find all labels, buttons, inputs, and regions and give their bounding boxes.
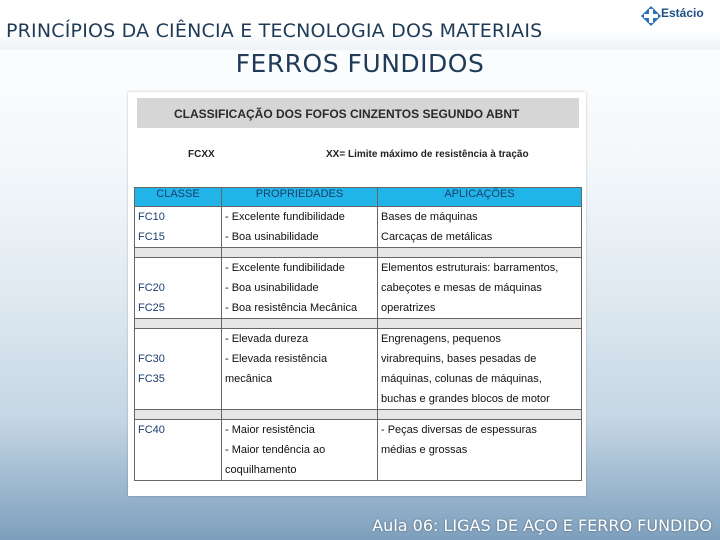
applications-cell: [378, 420, 582, 481]
cell-line: - Elevada resistência: [225, 353, 328, 365]
cell-line: - Maior resistência: [225, 424, 315, 436]
cell-line: [138, 258, 218, 278]
cell-line: Carcaças de metálicas: [381, 231, 493, 243]
class-cell: [135, 420, 222, 481]
separator-cell: [378, 248, 582, 258]
course-title: PRINCÍPIOS DA CIÊNCIA E TECNOLOGIA DOS MATERIAIS: [6, 20, 543, 42]
class-cell: [135, 329, 222, 410]
properties-cell: [222, 207, 378, 248]
group-separator-row: [135, 319, 582, 329]
cell-line: FC20: [138, 282, 165, 294]
group-separator-row: [135, 410, 582, 420]
classification-title: CLASSIFICAÇÃO DOS FOFOS CINZENTOS SEGUNDO ABNT: [174, 107, 520, 121]
col-header-classe: CLASSE: [135, 188, 222, 207]
cell-line: FC30: [138, 353, 165, 365]
cell-line: - Boa resistência Mecânica: [225, 302, 358, 314]
table-row: [135, 329, 582, 410]
table-row: [135, 258, 582, 319]
cell-line: FC15: [138, 231, 165, 243]
cell-line: máquinas, colunas de máquinas,: [381, 373, 542, 385]
separator-cell: [135, 319, 222, 329]
cell-line: Engrenagens, pequenos: [381, 333, 501, 345]
separator-cell: [378, 319, 582, 329]
code-label: FCXX: [188, 149, 215, 160]
applications-cell: [378, 207, 582, 248]
cell-line: Elementos estruturais: barramentos,: [381, 262, 559, 274]
properties-cell: [222, 420, 378, 481]
cell-line: FC25: [138, 302, 165, 314]
cell-line: [138, 329, 218, 349]
cell-line: virabrequins, bases pesadas de: [381, 353, 537, 365]
cell-line: [138, 460, 218, 480]
cell-line: - Boa usinabilidade: [225, 282, 319, 294]
cell-line: - Excelente fundibilidade: [225, 262, 345, 274]
cell-line: - Peças diversas de espessuras: [381, 424, 537, 436]
separator-cell: [222, 319, 378, 329]
cell-line: - Maior tendência ao: [225, 444, 326, 456]
cell-line: [381, 460, 578, 480]
logo-text: Estácio: [661, 6, 704, 20]
properties-cell: [222, 258, 378, 319]
col-header-propriedades: PROPRIEDADES: [222, 188, 378, 207]
applications-cell: [378, 258, 582, 319]
separator-cell: [222, 410, 378, 420]
separator-cell: [135, 410, 222, 420]
lesson-footer: Aula 06: LIGAS DE AÇO E FERRO FUNDIDO: [372, 516, 712, 535]
separator-cell: [222, 248, 378, 258]
table-header-row: [135, 188, 582, 207]
classification-title-bar: [137, 98, 579, 128]
cell-line: FC40: [138, 424, 165, 436]
group-separator-row: [135, 248, 582, 258]
code-description: XX= Limite máximo de resistência à tração: [326, 149, 529, 160]
cell-line: FC35: [138, 373, 165, 385]
applications-cell: [378, 329, 582, 410]
cell-line: coquilhamento: [225, 464, 297, 476]
cell-line: [225, 389, 374, 409]
estacio-logo: [640, 5, 716, 31]
cell-line: operatrizes: [381, 302, 436, 314]
cell-line: médias e grossas: [381, 444, 468, 456]
cell-line: mecânica: [225, 373, 273, 385]
cell-line: - Elevada dureza: [225, 333, 309, 345]
cell-line: - Boa usinabilidade: [225, 231, 319, 243]
cell-line: cabeçotes e mesas de máquinas: [381, 282, 542, 294]
properties-cell: [222, 329, 378, 410]
class-cell: [135, 258, 222, 319]
col-header-aplicacoes: APLICAÇÕES: [378, 188, 582, 207]
cell-line: buchas e grandes blocos de motor: [381, 393, 550, 405]
table-row: [135, 420, 582, 481]
cell-line: Bases de máquinas: [381, 211, 478, 223]
separator-cell: [135, 248, 222, 258]
slide-title: FERROS FUNDIDOS: [235, 49, 485, 78]
separator-cell: [378, 410, 582, 420]
cell-line: - Excelente fundibilidade: [225, 211, 345, 223]
abnt-classification-table: [134, 187, 582, 481]
cell-line: [138, 389, 218, 409]
table-row: [135, 207, 582, 248]
cell-line: [138, 440, 218, 460]
cell-line: FC10: [138, 211, 165, 223]
class-cell: [135, 207, 222, 248]
logo-cross-icon: [640, 5, 662, 27]
classification-panel: [128, 92, 586, 496]
